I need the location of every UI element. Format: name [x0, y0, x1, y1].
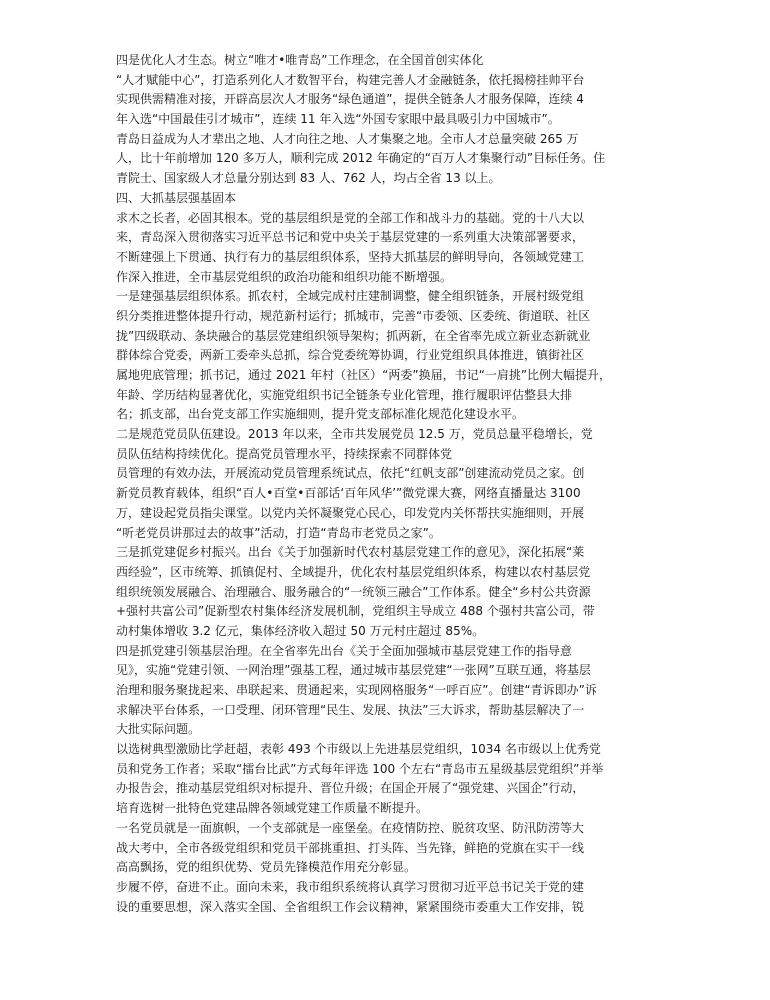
text-line: 拢”四级联动、条块融合的基层党建组织领导架构；抓两新，在全省率先成立新业态新就业 [116, 328, 591, 343]
text-line: 年龄、学历结构显著优化，实施党组织书记全链条专业化管理，推行履职评估整县大排 [116, 387, 573, 402]
text-line: 织分类推进整体提升行动，规范新村运行；抓城市，完善“市委领、区委统、街道联、社区 [116, 308, 591, 323]
text-line: 步履不停，奋进不止。面向未来，我市组织系统将认真学习贯彻习近平总书记关于党的建 [116, 879, 585, 894]
text-line: 员管理的有效办法，开展流动党员管理系统试点，依托“红帆支部”创建流动党员之家。创 [116, 466, 585, 481]
text-line: 见》，实施“党建引领、一网治理”强基工程，通过城市基层党建“一张网”互联互通，将基层 [116, 663, 591, 678]
text-line: 求解决平台体系，一口受理、闭环管理“民生、发展、执法”三大诉求，帮助基层解决了一 [116, 702, 585, 717]
text-line: 四是抓党建引领基层治理。在全省率先出台《关于全面加强城市基层党建工作的指导意 [116, 643, 573, 658]
text-line: 员和党务工作者；采取“擂台比武”方式每年评选 100 个左右“青岛市五星级基层党组织”并举 [116, 761, 604, 776]
text-line: 治理和服务聚拢起来、串联起来、贯通起来，实现网格服务“一呼百应”。创建“青诉即办”诉 [116, 683, 597, 697]
text-line: “人才赋能中心”，打造系列化人才数智平台，构建完善人才金融链条，依托揭榜挂帅平台 [116, 72, 585, 87]
text-line: 员队伍结构持续优化。提高党员管理水平，持续探索不同群体党 [116, 446, 453, 461]
text-line: 属地兜底管理；抓书记，通过 2021 年村（社区）“两委”换届，书记“一肩挑”比例大幅提升， [116, 368, 612, 382]
text-line: 以选树典型激励比学赶超，表彰 493 个市级以上先进基层党组织，1034 名市级以上优秀党 [116, 742, 601, 757]
text-line: +强村共富公司”促新型农村集体经济发展机制，党组织主导成立 488 个强村共富公司，带 [116, 604, 595, 619]
text-line: 年入选“中国最佳引才城市”，连续 11 年入选“外国专家眼中最具吸引力中国城市”。 [116, 112, 560, 127]
text-line: 人，比十年前增加 120 多万人，顺利完成 2012 年确定的“百万人才集聚行动”目标任务。住 [116, 151, 606, 166]
text-line: 新党员教育载体，组织“百人•百堂•百部话‘百年风华’”微党课大赛，网络直播量达 3100 [116, 486, 581, 501]
text-line: 不断建强上下贯通、执行有力的基层组织体系，坚持大抓基层的鲜明导向，各领域党建工 [116, 249, 585, 264]
text-line: 群体综合党委，两新工委牵头总抓，综合党委统筹协调，行业党组织具体推进，镇街社区 [116, 348, 585, 363]
text-line: 战大考中，全市各级党组织和党员干部挑重担、打头阵、当先锋，鲜艳的党旗在实干一线 [116, 840, 585, 855]
text-line: 万，建设起党员指尖课堂。以党内关怀凝聚党心民心，印发党内关怀帮扶实施细则，开展 [116, 505, 585, 520]
text-line: 组织统领发展融合、治理融合、服务融合的“一统领三融合”工作体系。健全“乡村公共资源 [116, 584, 591, 599]
text-line: 青岛日益成为人才辈出之地、人才向往之地、人才集聚之地。全市人才总量突破 265 万 [116, 131, 579, 146]
text-line: 四是优化人才生态。树立“唯才•唯青岛”工作理念，在全国首创实体化 [116, 53, 484, 67]
text-line: 大批实际问题。 [116, 722, 201, 737]
text-line: 作深入推进，全市基层党组织的政治功能和组织功能不断增强。 [116, 269, 453, 284]
text-line: 设的重要思想，深入落实全国、全省组织工作会议精神，紧紧围绕市委重大工作安排，锐 [116, 899, 585, 914]
text-line: 二是规范党员队伍建设。2013 年以来，全市共发展党员 12.5 万，党员总量平稳增长，党 [116, 427, 593, 442]
text-line: 来，青岛深入贯彻落实习近平总书记和党中央关于基层党建的一系列重大决策部署要求， [116, 230, 585, 245]
text-line: “听老党员讲那过去的故事”活动，打造“青岛市老党员之家”。 [116, 525, 441, 540]
text-line: 求木之长者，必固其根本。党的基层组织是党的全部工作和战斗力的基础。党的十八大以 [116, 210, 585, 225]
text-line: 高高飘扬，党的组织优势、党员先锋模范作用充分彰显。 [116, 860, 417, 875]
text-line: 一名党员就是一面旗帜，一个支部就是一座堡垒。在疫情防控、脱贫攻坚、防汛防涝等大 [116, 820, 585, 835]
text-line: 一是建强基层组织体系。抓农村，全域完成村庄建制调整，健全组织链条，开展村级党组 [116, 289, 585, 304]
text-line: 三是抓党建促乡村振兴。出台《关于加强新时代农村基层党建工作的意见》，深化拓展“莱 [116, 545, 585, 560]
text-line: 西经验”，区市统筹、抓镇促村、全域提升，优化农村基层党组织体系，构建以农村基层党 [116, 564, 591, 579]
text-line: 办报告会，推动基层党组织对标提升、晋位升级；在国企开展了“强党建、兴国企”行动， [116, 781, 585, 796]
text-line: 四、大抓基层强基固本 [116, 190, 237, 205]
document-body [116, 51, 658, 917]
text-line: 实现供需精准对接，开辟高层次人才服务“绿色通道”，提供全链条人才服务保障，连续 4 [116, 92, 584, 107]
text-line: 名；抓支部，出台党支部工作实施细则，提升党支部标准化规范化建设水平。 [116, 407, 525, 422]
text-line: 培育选树一批特色党建品牌各领域党建工作质量不断提升。 [116, 801, 429, 816]
text-line: 青院士、国家级人才总量分别达到 83 人、762 人，均占全省 13 以上。 [116, 171, 501, 186]
text-line: 动村集体增收 3.2 亿元，集体经济收入超过 50 万元村庄超过 85%。 [116, 623, 485, 638]
